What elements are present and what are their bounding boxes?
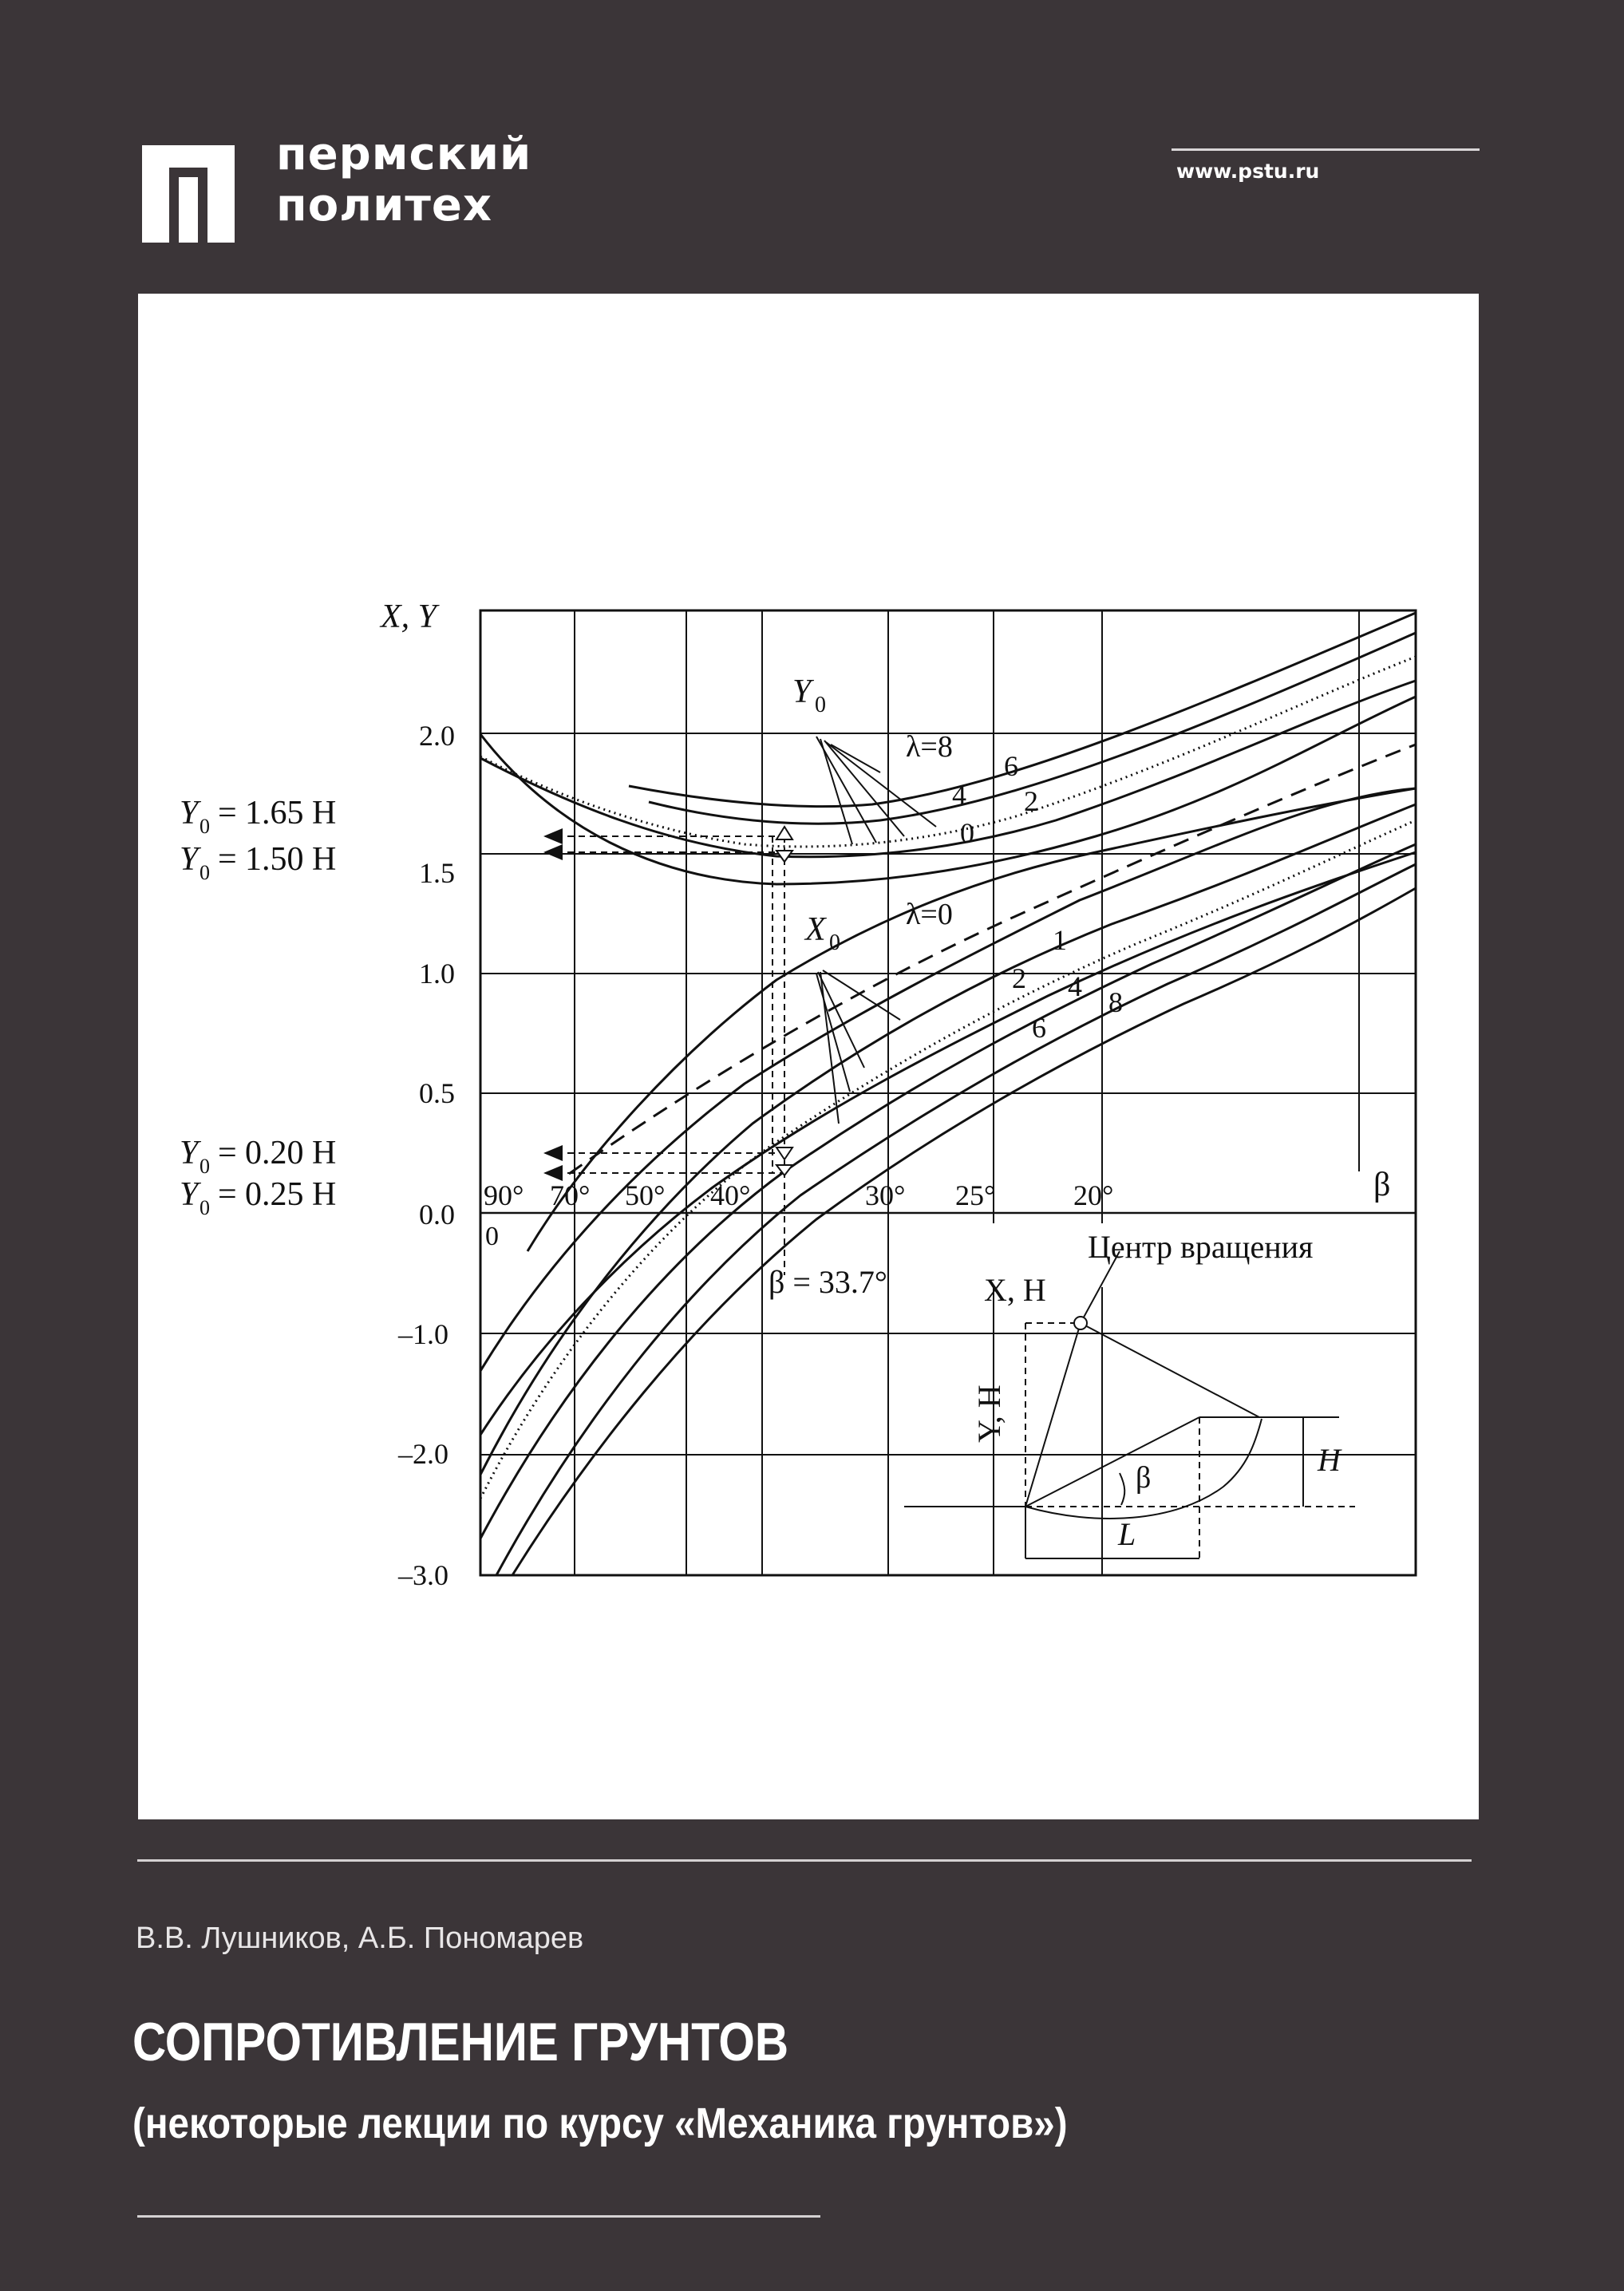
- svg-text:0.20 H: 0.20 H: [245, 1135, 337, 1171]
- x-tick-90: 90°: [484, 1179, 524, 1211]
- lambda-x-label: λ=0: [906, 898, 953, 931]
- lambda-x-2: 2: [1012, 962, 1026, 994]
- svg-text:Y: Y: [180, 1135, 199, 1171]
- inset-beta-label: β: [1136, 1461, 1152, 1495]
- cover-figure-panel: [138, 294, 1479, 1819]
- x-tick-20: 20°: [1073, 1179, 1114, 1211]
- svg-text:=: =: [218, 795, 237, 831]
- divider-top: [137, 1859, 1472, 1862]
- authors: В.В. Лушников, А.Б. Пономарев: [136, 1922, 584, 1955]
- y0-annotation-1-65: [180, 795, 336, 838]
- y-tick-1-0: 1.0: [419, 958, 455, 989]
- y0-annotation-0-25: [180, 1176, 336, 1219]
- inset-y-label: Y, H: [971, 1384, 1007, 1443]
- y0-annotation-0-20: [180, 1135, 336, 1178]
- y0-curve-lambda-8: [629, 613, 1416, 807]
- svg-text:0: 0: [829, 930, 840, 955]
- svg-text:1.65 H: 1.65 H: [245, 795, 337, 831]
- y-tick-minus-3: –3.0: [398, 1559, 448, 1591]
- x0-curve-lambda-8: [496, 864, 1416, 1575]
- svg-text:=: =: [218, 1135, 237, 1171]
- svg-text:0: 0: [200, 1155, 210, 1178]
- y-tick-1-5: 1.5: [419, 857, 455, 889]
- svg-text:0: 0: [815, 693, 826, 717]
- y-tick-0-5: 0.5: [419, 1077, 455, 1109]
- lambda-y-4: 4: [952, 779, 966, 811]
- svg-text:=: =: [218, 841, 237, 878]
- y-tick-2-0: 2.0: [419, 720, 455, 752]
- origin-label: 0: [485, 1222, 499, 1251]
- lambda-y-2: 2: [1024, 785, 1038, 817]
- lambda-y-0: 0: [960, 817, 974, 849]
- y0-group-label: [792, 673, 826, 717]
- publisher-line1: пермский: [276, 128, 532, 180]
- lambda-x-6: 6: [1032, 1012, 1046, 1044]
- book-title: СОПРОТИВЛЕНИЕ ГРУНТОВ: [132, 2012, 789, 2072]
- svg-text:Y: Y: [180, 795, 199, 831]
- inset-l-label: L: [1118, 1516, 1136, 1552]
- svg-text:0: 0: [200, 1196, 210, 1219]
- x-tick-50: 50°: [625, 1179, 666, 1211]
- x-tick-40: 40°: [710, 1179, 751, 1211]
- lambda-x-8: 8: [1108, 986, 1123, 1018]
- x-tick-70: 70°: [550, 1179, 591, 1211]
- x0-curve-lower-1: [480, 852, 1416, 1435]
- svg-text:=: =: [218, 1176, 237, 1213]
- lambda-y-label: λ=8: [906, 730, 953, 764]
- svg-text:0: 0: [200, 861, 210, 884]
- svg-text:X: X: [805, 911, 826, 948]
- publisher-line2: политех: [276, 180, 492, 231]
- svg-text:Y: Y: [180, 841, 199, 878]
- svg-text:Y: Y: [180, 1176, 199, 1213]
- stability-chart: [138, 294, 1479, 1819]
- svg-text:1.50 H: 1.50 H: [245, 841, 337, 878]
- beta-value: β = 33.7°: [769, 1264, 887, 1300]
- y-tick-0-0: 0.0: [419, 1199, 455, 1230]
- x0-curve-dashed: [569, 745, 1416, 1174]
- inset-h-label: H: [1318, 1442, 1341, 1478]
- lambda-x-1: 1: [1053, 924, 1067, 956]
- publisher-logo-icon: [142, 145, 235, 243]
- publisher-name: [276, 129, 531, 231]
- lambda-x-4: 4: [1068, 970, 1082, 1002]
- x-tick-30: 30°: [865, 1179, 906, 1211]
- divider-bottom: [137, 2215, 820, 2218]
- lambda-y-6: 6: [1004, 750, 1018, 782]
- y-tick-minus-2: –2.0: [398, 1438, 448, 1470]
- svg-text:0.25 H: 0.25 H: [245, 1176, 337, 1213]
- x0-group-label: [804, 911, 840, 955]
- book-subtitle: (некоторые лекции по курсу «Механика грунтов»): [132, 2099, 1068, 2147]
- svg-text:0: 0: [200, 815, 210, 838]
- x-axis-label: β: [1373, 1167, 1391, 1203]
- inset-x-label: X, H: [984, 1272, 1046, 1308]
- publisher-website[interactable]: www.pstu.ru: [1176, 160, 1320, 183]
- inset-diagram: [904, 1223, 1399, 1558]
- y-tick-minus-1: –1.0: [398, 1318, 448, 1350]
- header-divider: [1172, 148, 1480, 151]
- inset-title: Центр вращения: [1088, 1229, 1314, 1265]
- x-tick-25: 25°: [955, 1179, 996, 1211]
- y0-curve-lambda-2: [480, 681, 1416, 857]
- svg-text:Y: Y: [792, 673, 812, 710]
- marker-triangles: [776, 827, 792, 1175]
- y0-annotation-1-50: [180, 841, 336, 884]
- y-axis-label: X, Y: [381, 598, 437, 635]
